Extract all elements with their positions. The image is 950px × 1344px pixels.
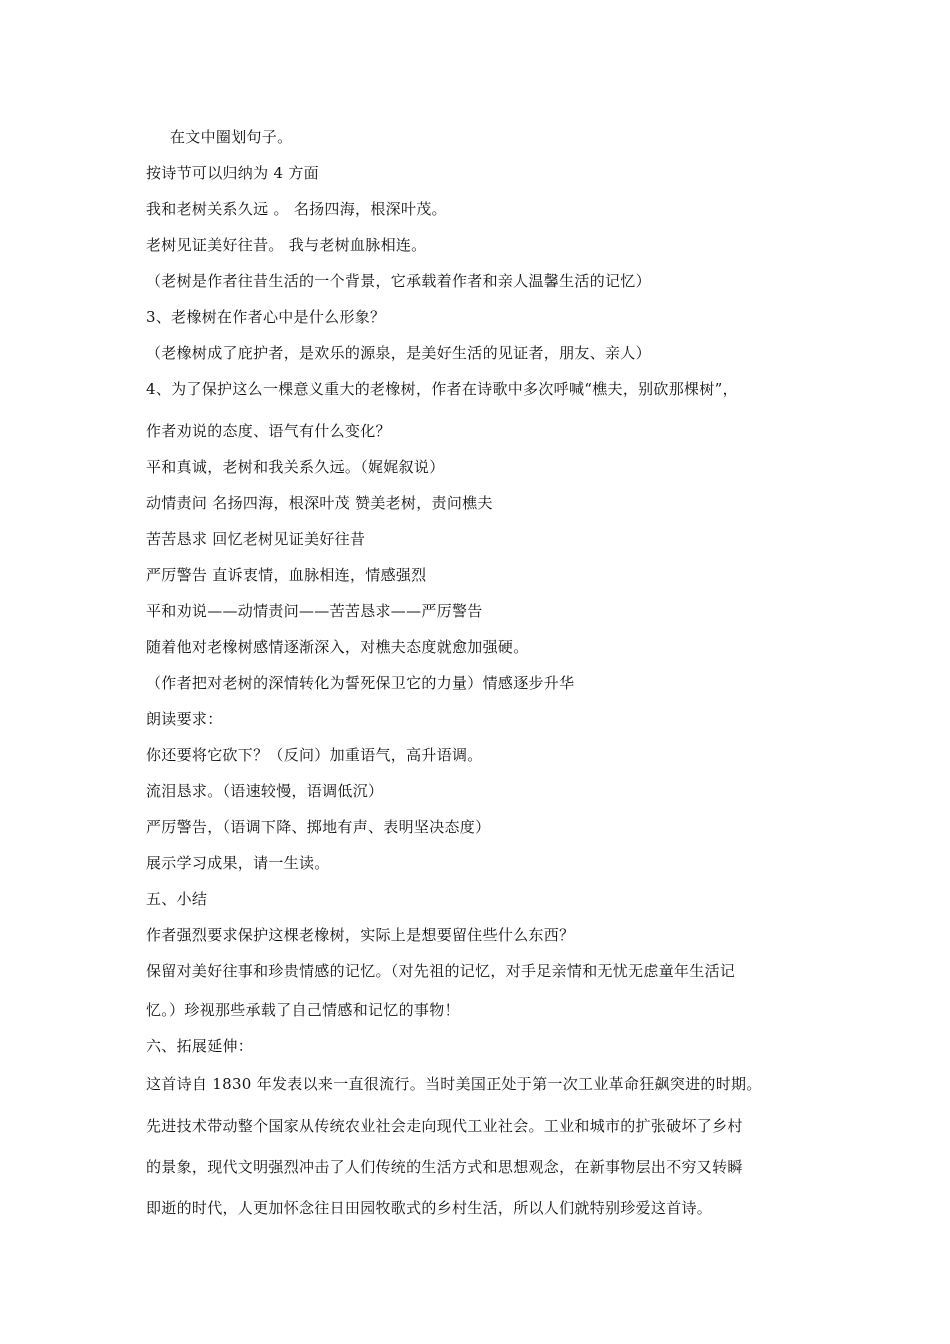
text-line: 我和老树关系久远 。 名扬四海，根深叶茂。 — [146, 200, 447, 218]
text-line: 即逝的时代，人更加怀念往日田园牧歌式的乡村生活，所以人们就特别珍爱这首诗。 — [146, 1199, 713, 1217]
text-line: 老树见证美好往昔。 我与老树血脉相连。 — [146, 236, 427, 254]
question-3: 3、老橡树在作者心中是什么形象？ — [146, 308, 386, 326]
text-line: 先进技术带动整个国家从传统农业社会走向现代工业社会。工业和城市的扩张破坏了乡村 — [146, 1117, 743, 1135]
text-line: 的景象，现代文明强烈冲击了人们传统的生活方式和思想观念，在新事物层出不穷又转瞬 — [146, 1158, 743, 1176]
text-line: 严厉警告，（语调下降、掷地有声、表明坚决态度） — [146, 818, 491, 836]
section-heading: 五、小结 — [146, 890, 208, 908]
text-line: 在文中圈划句子。 — [170, 128, 293, 146]
text-line: 这首诗自 1830 年发表以来一直很流行。当时美国正处于第一次工业革命狂飙突进的时期。 — [146, 1075, 762, 1093]
section-heading: 六、拓展延伸： — [146, 1037, 254, 1055]
text-line: 苦苦恳求 回忆老树见证美好往昔 — [146, 530, 366, 548]
text-line: 流泪恳求。（语速较慢，语调低沉） — [146, 782, 384, 800]
text-line: 保留对美好往事和珍贵情感的记忆。（对先祖的记忆，对手足亲情和无忧无虑童年生活记 — [146, 962, 736, 980]
text-line: 严厉警告 直诉衷情，血脉相连，情感强烈 — [146, 566, 427, 584]
text-line: 随着他对老橡树感情逐渐深入，对樵夫态度就愈加强硬。 — [146, 638, 529, 656]
text-line: （老树是作者往昔生活的一个背景，它承载着作者和亲人温馨生活的记忆） — [146, 272, 651, 290]
text-line: （作者把对老树的深情转化为誓死保卫它的力量）情感逐步升华 — [146, 674, 575, 692]
text-line: （老橡树成了庇护者，是欢乐的源泉，是美好生活的见证者，朋友、亲人） — [146, 344, 651, 362]
question-4: 4、为了保护这么一棵意义重大的老橡树，作者在诗歌中多次呼喊“樵夫，别砍那棵树”， — [146, 380, 738, 398]
text-line: 作者强烈要求保护这棵老橡树，实际上是想要留住些什么东西？ — [146, 926, 575, 944]
text-line: 按诗节可以归纳为 4 方面 — [146, 164, 319, 182]
text-line: 平和劝说——动情责问——苦苦恳求——严厉警告 — [146, 602, 483, 620]
text-line: 作者劝说的态度、语气有什么变化？ — [146, 422, 391, 440]
text-line: 朗读要求： — [146, 710, 223, 728]
text-line: 平和真诚，老树和我关系久远。（娓娓叙说） — [146, 458, 445, 476]
text-line: 展示学习成果，请一生读。 — [146, 854, 330, 872]
text-line: 你还要将它砍下？（反问）加重语气，高升语调。 — [146, 746, 483, 764]
text-line: 动情责问 名扬四海，根深叶茂 赞美老树，责问樵夫 — [146, 494, 493, 512]
text-line: 忆。）珍视那些承载了自己情感和记忆的事物！ — [146, 1001, 460, 1019]
